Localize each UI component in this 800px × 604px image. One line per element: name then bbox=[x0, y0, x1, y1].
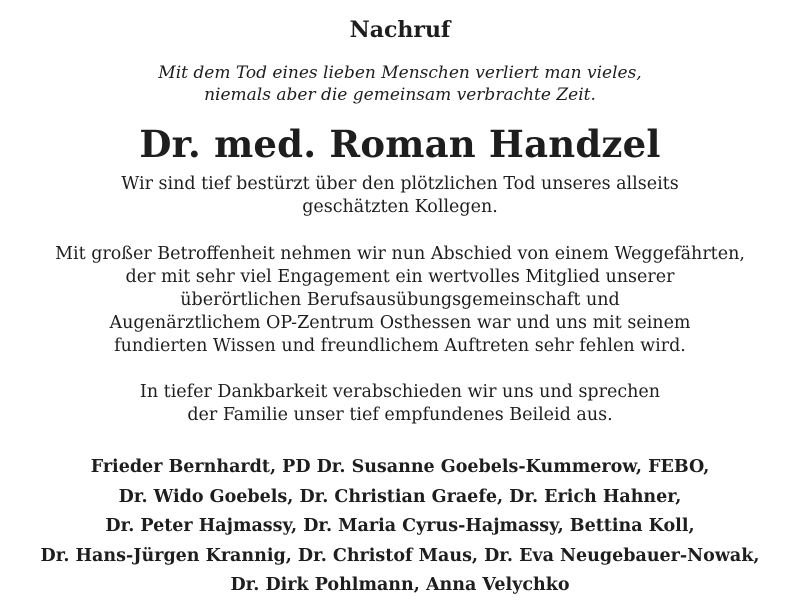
paragraph-line: fundierten Wissen und freundlichem Auftreten sehr fehlen wird. bbox=[114, 336, 686, 356]
condolence-paragraph-1 bbox=[0, 173, 800, 219]
paragraph-line: Augenärztlichem OP-Zentrum Osthessen war und uns mit seinem bbox=[109, 313, 691, 333]
motto-line: Mit dem Tod eines lieben Menschen verliert man vieles, bbox=[158, 63, 642, 83]
signers-line: Frieder Bernhardt, PD Dr. Susanne Goebels-Kummerow, FEBO, bbox=[90, 457, 710, 477]
deceased-name: Dr. med. Roman Handzel bbox=[139, 122, 661, 166]
signers-line: Dr. Peter Hajmassy, Dr. Maria Cyrus-Hajmassy, Bettina Koll, bbox=[105, 516, 695, 536]
paragraph-line: Mit großer Betroffenheit nehmen wir nun Abschied von einem Weggefährten, bbox=[55, 244, 745, 264]
paragraph-line: der mit sehr viel Engagement ein wertvolles Mitglied unserer bbox=[125, 267, 675, 287]
motto-quote bbox=[0, 62, 800, 106]
condolence-paragraph-2 bbox=[0, 243, 800, 358]
signers-line: Dr. Dirk Pohlmann, Anna Velychko bbox=[230, 575, 570, 595]
notice-heading: Nachruf bbox=[349, 17, 451, 43]
motto-line: niemals aber die gemeinsam verbrachte Zeit. bbox=[204, 85, 596, 105]
paragraph-line: überörtlichen Berufsausübungsgemeinschaft und bbox=[180, 290, 620, 310]
signers-line: Dr. Hans-Jürgen Krannig, Dr. Christof Maus, Dr. Eva Neugebauer-Nowak, bbox=[40, 545, 760, 566]
signers-list bbox=[0, 453, 800, 601]
paragraph-line: geschätzten Kollegen. bbox=[302, 197, 498, 217]
paragraph-line: In tiefer Dankbarkeit verabschieden wir uns und sprechen bbox=[139, 382, 661, 402]
paragraph-line: Wir sind tief bestürzt über den plötzlichen Tod unseres allseits bbox=[121, 174, 679, 194]
signers-line: Dr. Wido Goebels, Dr. Christian Graefe, Dr. Erich Hahner, bbox=[118, 486, 682, 507]
paragraph-line: der Familie unser tief empfundenes Beileid aus. bbox=[187, 405, 613, 425]
condolence-paragraph-3 bbox=[0, 381, 800, 427]
